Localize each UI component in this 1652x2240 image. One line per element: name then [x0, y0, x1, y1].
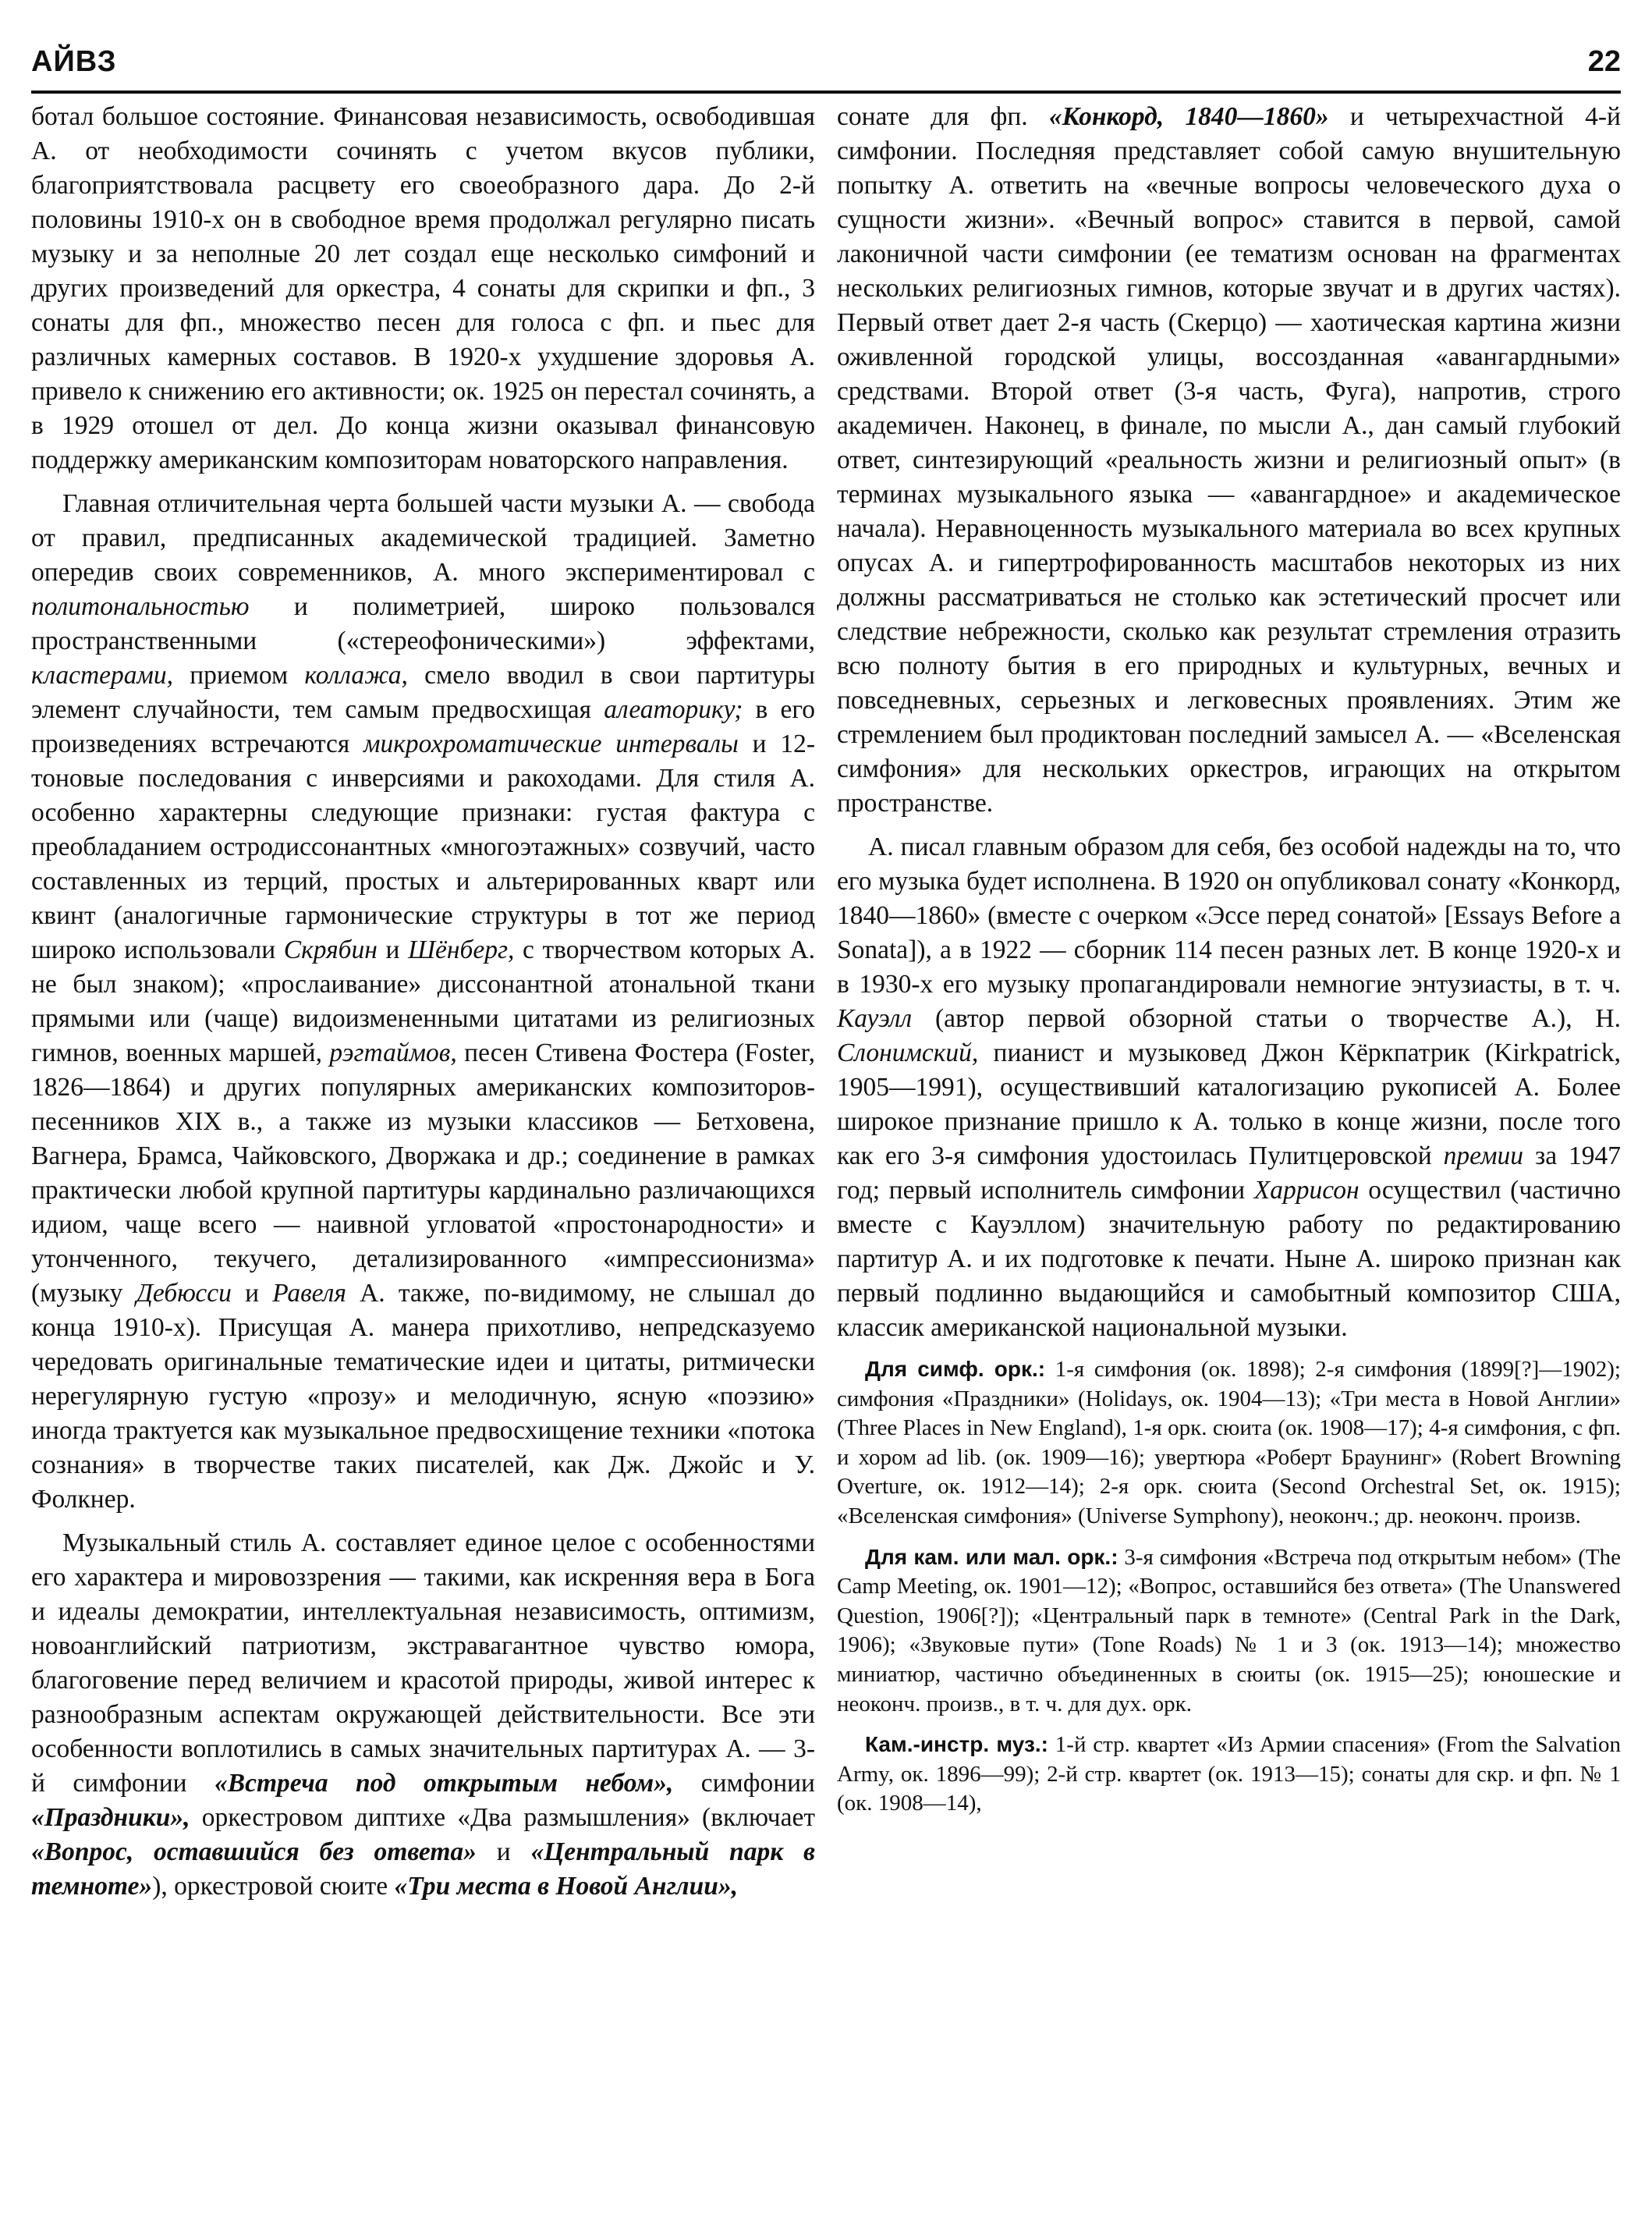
term-link: премии	[1443, 1141, 1524, 1170]
paragraph: Главная отличительная черта большей части музыки А. — свобода от правил, предписанных академической традицией. Заметно опередив своих современников, А. много экспериментировал с политональностью и полиметрией, широко пользовался пространственными («стереофоническими») эффектами, кластерами, приемом коллажа, смело вводил в свои партитуры элемент случайности, тем самым предвосхищая алеаторику; в его произведениях встречаются микрохроматические интервалы и 12-тоновые последования с инверсиями и ракоходами. Для стиля А. особенно характерны следующие признаки: густая фактура с преобладанием остродиссонантных «многоэтажных» созвучий, часто составленных из терций, простых и альтерированных кварт или квинт (аналогичные гармонические структуры в тот же период широко использовали Скрябин и Шёнберг, с творчеством которых А. не был знаком); «прослаивание» диссонантной атональной ткани прямыми или (чаще) видоизмененными цитатами из религиозных гимнов, военных маршей, рэгтаймов, песен Стивена Фостера (Foster, 1826—1864) и других популярных американских композиторов-песенников XIX в., а также из музыки классиков — Бетховена, Вагнера, Брамса, Чайковского, Дворжака и др.; соединение в рамках практически любой крупной партитуры кардинально различающихся идиом, чаще всего — наивной угловатой «простонародности» и утонченного, текучего, детализированного «импрессионизма» (музыку Дебюсси и Равеля А. также, по-видимому, не слышал до конца 1910-х). Присущая А. манера прихотливо, непредсказуемо чередовать оригинальные тематические идеи и цитаты, ритмически нерегулярную густую «прозу» и мелодичную, ясную «поэзию» иногда трактуется как музыкальное предвосхищение техники «потока сознания» в творчестве таких писателей, как Дж. Джойс и У. Фолкнер.	[31, 489, 816, 1514]
work-title: «Три места в Новой Англии»,	[394, 1872, 738, 1901]
term-link: политональностью	[31, 592, 250, 621]
works-entry: Для кам. или мал. орк.: 3-я симфония «Встреча под открытым небом» (The Camp Meeting, ок. 1901—12); «Вопрос, оставшийся без ответа» (The Unanswered Question, 1906[?]); «Центральный парк в темноте» (Central Park in the Dark, 1906); «Звуковые пути» (Tone Roads) № 1 и 3 (ок. 1913—14); множество миниатюр, частично объединенных в сюиты (ок. 1915—25); юношеские и неоконч. произв., в т. ч. для дух. орк.	[837, 1544, 1621, 1716]
works-entry: Кам.-инстр. муз.: 1-й стр. квартет «Из Армии спасения» (From the Salvation Army, ок. 1896—99); 2-й стр. квартет (ок. 1913—15); сонаты для скр. и фп. № 1 (ок. 1908—14),	[837, 1732, 1621, 1816]
term-link: коллажа,	[304, 661, 408, 690]
works-heading: Для симф. орк.:	[865, 1357, 1046, 1381]
paragraph: Музыкальный стиль А. составляет единое целое с особенностями его характера и мировоззрения — такими, как искренняя вера в Бога и идеалы демократии, интеллектуальная независимость, оптимизм, новоанглийский патриотизм, экстравагантное чувство юмора, благоговение перед величием и красотой природы, живой интерес к разнообразным аспектам окружающей действительности. Все эти особенности воплотились в самых значительных партитурах А. — 3-й симфонии «Встреча под открытым небом», симфонии «Праздники», оркестровом диптихе «Два размышления» (включает «Вопрос, оставшийся без ответа» и «Центральный парк в темноте»), оркестровой сюите «Три места в Новой Англии»,	[31, 1528, 815, 1901]
term-link: Харрисон	[1253, 1176, 1360, 1205]
paragraph: ботал большое состояние. Финансовая независимость, освободившая А. от необходимости сочинять с учетом вкусов публики, благоприятствовала расцвету его своеобразного дара. До 2-й половины 1910-х он в свободное время продолжал регулярно писать музыку и за неполные 20 лет создал еще несколько симфоний и других произведений для оркестра, 4 сонаты для скрипки и фп., 3 сонаты для фп., множество песен для голоса с фп. и пьес для различных камерных составов. В 1920-х ухудшение здоровья А. привело к снижению его активности; ок. 1925 он перестал сочинять, а в 1929 отошел от дел. До конца жизни оказывал финансовую поддержку американским композиторам новаторского направления.	[31, 102, 815, 474]
term-link: Слонимский,	[837, 1038, 979, 1067]
work-title: «Праздники»,	[31, 1803, 190, 1832]
term-link: Скрябин	[283, 935, 378, 964]
work-title: «Встреча под открытым небом»,	[214, 1769, 674, 1798]
term-link: рэгтаймов,	[329, 1038, 457, 1067]
header-rule	[31, 91, 1621, 94]
term-link: Шёнберг,	[408, 935, 515, 964]
work-title: «Центральный парк в темноте»	[31, 1837, 815, 1901]
page-number: 22	[1587, 45, 1621, 78]
works-heading: Кам.-инстр. муз.:	[865, 1732, 1048, 1757]
term-link: Дебюсси	[136, 1279, 232, 1308]
paragraph: сонате для фп. «Конкорд, 1840—1860» и четырехчастной 4-й симфонии. Последняя представляет собой самую внушительную попытку А. ответить на «вечные вопросы человеческого духа о сущности жизни». «Вечный вопрос» ставится в первой, самой лаконичной части симфонии (ее тематизм основан на фрагментах нескольких религиозных гимнов, которые звучат и в других частях). Первый ответ дает 2-я часть (Скерцо) — хаотическая картина жизни оживленной городской улицы, воссозданная «авангардными» средствами. Второй ответ (3-я часть, Фуга), напротив, строго академичен. Наконец, в финале, по мысли А., дан самый глубокий ответ, синтезирующий «реальность жизни и религиозный опыт» (в терминах музыкального языка — «авангардное» и академическое начала). Неравноценность музыкального материала во всех крупных опусах А. и гипертрофированность масштабов некоторых из них должны рассматриваться не столько как эстетический просчет или следствие небрежности, сколько как результат стремления отразить всю полноту бытия в его природных и культурных, вечных и повседневных, серьезных и легковесных проявлениях. Этим же стремлением был продиктован последний замысел А. — «Вселенская симфония» для нескольких оркестров, играющих на открытом пространстве.	[837, 102, 1621, 818]
term-link: кластерами,	[31, 661, 174, 690]
work-title: «Конкорд, 1840—1860»	[1048, 102, 1329, 131]
term-link: алеаторику;	[604, 695, 743, 724]
works-list	[837, 1354, 1621, 1819]
page-header	[31, 45, 1621, 92]
right-column	[837, 100, 1621, 1830]
work-title: «Вопрос, оставшийся без ответа»	[31, 1837, 477, 1866]
running-title: АЙВЗ	[31, 45, 117, 78]
left-column	[31, 100, 815, 1913]
term-link: Равеля	[272, 1279, 346, 1308]
works-entry: Для симф. орк.: 1-я симфония (ок. 1898); 2-я симфония (1899[?]—1902); симфония «Праздники» (Holidays, ок. 1904—13); «Три места в Новой Англии» (Three Places in New England), 1-я орк. сюита (ок. 1908—17); 4-я симфония, с фп. и хором ad lib. (ок. 1909—16); увертюра «Роберт Браунинг» (Robert Browning Overture, ок. 1912—14); 2-я орк. сюита (Second Orchestral Set, ок. 1915); «Вселенская симфония» (Universe Symphony), неоконч.; др. неоконч. произв.	[837, 1357, 1621, 1528]
term-link: Кауэлл	[837, 1004, 913, 1033]
paragraph: А. писал главным образом для себя, без особой надежды на то, что его музыка будет исполнена. В 1920 он опубликовал сонату «Конкорд, 1840—1860» (вместе с очерком «Эссе перед сонатой» [Essays Before a Sonata]), а в 1922 — сборник 114 песен разных лет. В конце 1920-х и в 1930-х его музыку пропагандировали немногие энтузиасты, в т. ч. Кауэлл (автор первой обзорной статьи о творчестве А.), Н. Слонимский, пианист и музыковед Джон Кёркпатрик (Kirkpatrick, 1905—1991), осуществивший каталогизацию рукописей А. Более широкое признание пришло к А. только в конце жизни, после того как его 3-я симфония удостоилась Пулитцеровской премии за 1947 год; первый исполнитель симфонии Харрисон осуществил (частично вместе с Кауэллом) значительную работу по редактированию партитур А. и их подготовке к печати. Ныне А. широко признан как первый подлинно выдающийся и самобытный композитор США, классик американской национальной музыки.	[837, 832, 1621, 1342]
term-link: микрохроматические интервалы	[363, 730, 739, 758]
works-heading: Для кам. или мал. орк.:	[865, 1544, 1118, 1569]
